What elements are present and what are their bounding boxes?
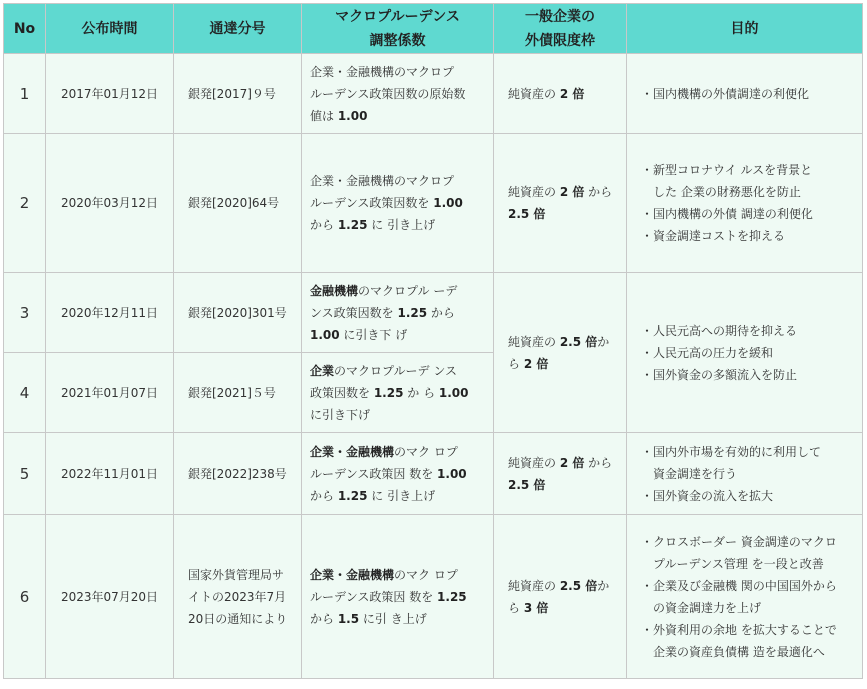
row-date: 2020年03月12日 bbox=[46, 134, 174, 273]
row-coefficient: 金融機構のマクロプル ーデ ンス政策因数を 1.25 から 1.00 に引き下 げ bbox=[302, 273, 494, 353]
row-limit: 純資産の 2 倍 bbox=[494, 54, 627, 134]
row-limit: 純資産の 2.5 倍か ら 3 倍 bbox=[494, 515, 627, 679]
table-row bbox=[4, 134, 863, 273]
header-no: No bbox=[4, 4, 46, 54]
row-coefficient: 企業・金融機構のマクロプ ルーデンス政策因数の原始数 値は 1.00 bbox=[302, 54, 494, 134]
row-purpose: ・国内機構の外債調達の利便化 bbox=[627, 54, 863, 134]
row-no: 5 bbox=[4, 433, 46, 515]
header-date: 公布時間 bbox=[46, 4, 174, 54]
header-row bbox=[4, 4, 863, 54]
row-no: 6 bbox=[4, 515, 46, 679]
row-notice: 銀発[2021]５号 bbox=[174, 353, 302, 433]
header-coefficient: マクロプルーデンス 調整係数 bbox=[302, 4, 494, 54]
row-limit-merged: 純資産の 2.5 倍か ら 2 倍 bbox=[494, 273, 627, 433]
header-notice: 通達分号 bbox=[174, 4, 302, 54]
table-row bbox=[4, 54, 863, 134]
row-date: 2022年11月01日 bbox=[46, 433, 174, 515]
row-notice: 国家外貨管理局サイトの2023年7月20日の通知により bbox=[174, 515, 302, 679]
row-notice: 銀発[2017]９号 bbox=[174, 54, 302, 134]
row-no: 1 bbox=[4, 54, 46, 134]
row-date: 2017年01月12日 bbox=[46, 54, 174, 134]
row-date: 2023年07月20日 bbox=[46, 515, 174, 679]
row-date: 2020年12月11日 bbox=[46, 273, 174, 353]
row-purpose: ・クロスボーダー 資金調達のマクロ プルーデンス管理 を一段と改善 ・企業及び金融機 関の中国国外から の資金調達力を上げ ・外資利用の余地 を拡大することで 企業の資産負債構 造を最適化へ bbox=[627, 515, 863, 679]
row-notice: 銀発[2020]301号 bbox=[174, 273, 302, 353]
table-row bbox=[4, 433, 863, 515]
macroprudential-table bbox=[3, 3, 863, 679]
row-purpose: ・国内外市場を有効的に利用して 資金調達を行う ・国外資金の流入を拡大 bbox=[627, 433, 863, 515]
row-coefficient: 企業・金融機構のマク ロプ ルーデンス政策因 数を 1.25 から 1.5 に引 き上げ bbox=[302, 515, 494, 679]
header-purpose: 目的 bbox=[627, 4, 863, 54]
row-limit: 純資産の 2 倍 から 2.5 倍 bbox=[494, 134, 627, 273]
row-notice: 銀発[2022]238号 bbox=[174, 433, 302, 515]
header-limit: 一般企業の 外債限度枠 bbox=[494, 4, 627, 54]
table-row bbox=[4, 273, 863, 353]
row-limit: 純資産の 2 倍 から 2.5 倍 bbox=[494, 433, 627, 515]
row-purpose-merged: ・人民元高への期待を抑える ・人民元高の圧力を緩和 ・国外資金の多額流入を防止 bbox=[627, 273, 863, 433]
row-date: 2021年01月07日 bbox=[46, 353, 174, 433]
table-row bbox=[4, 515, 863, 679]
row-no: 2 bbox=[4, 134, 46, 273]
row-notice: 銀発[2020]64号 bbox=[174, 134, 302, 273]
row-no: 4 bbox=[4, 353, 46, 433]
row-coefficient: 企業・金融機構のマクロプ ルーデンス政策因数を 1.00 から 1.25 に 引き上げ bbox=[302, 134, 494, 273]
row-coefficient: 企業・金融機構のマク ロプ ルーデンス政策因 数を 1.00 から 1.25 に 引き上げ bbox=[302, 433, 494, 515]
row-coefficient: 企業のマクロプルーデ ンス 政策因数を 1.25 か ら 1.00 に引き下げ bbox=[302, 353, 494, 433]
row-purpose: ・新型コロナウイ ルスを背景と した 企業の財務悪化を防止 ・国内機構の外債 調達の利便化 ・資金調達コストを抑える bbox=[627, 134, 863, 273]
row-no: 3 bbox=[4, 273, 46, 353]
